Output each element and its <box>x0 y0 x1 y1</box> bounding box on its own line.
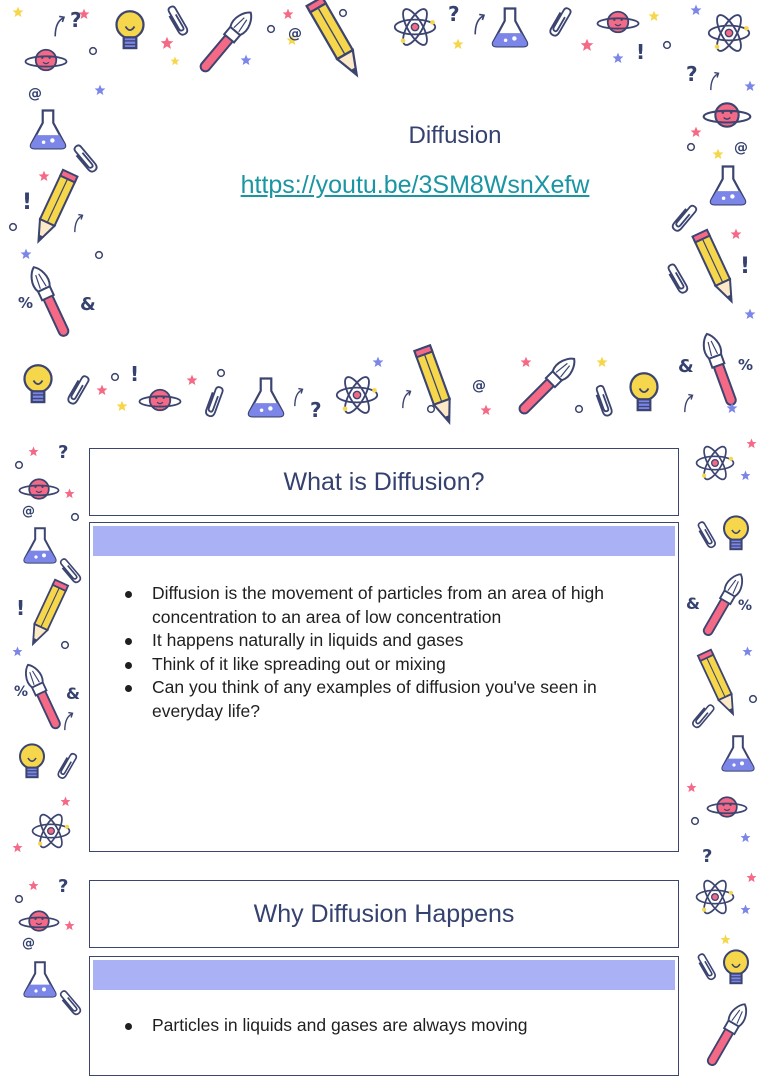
star-icon <box>742 646 753 657</box>
flask-icon <box>706 162 750 208</box>
flask-icon <box>488 4 532 50</box>
star-icon <box>720 934 731 945</box>
star-icon <box>744 80 756 92</box>
percent-icon: % <box>738 356 754 374</box>
star-icon <box>116 400 128 412</box>
ring-icon <box>686 142 696 152</box>
paperclip-icon <box>665 198 702 237</box>
lightbulb-icon <box>720 946 752 990</box>
star-icon <box>60 796 71 807</box>
percent-icon: % <box>14 684 29 700</box>
at-sign-icon: @ <box>734 140 748 156</box>
star-icon <box>740 904 751 915</box>
paintbrush-icon <box>186 0 265 84</box>
star-icon <box>28 446 39 457</box>
planet-icon <box>18 474 60 504</box>
atom-icon <box>392 4 438 50</box>
exclamation-icon: ! <box>636 40 646 64</box>
bullet-list <box>90 1014 678 1038</box>
planet-icon <box>24 44 68 76</box>
ring-icon <box>14 460 24 470</box>
arrow-icon <box>52 14 68 38</box>
planet-icon <box>18 906 60 936</box>
star-icon <box>96 384 108 396</box>
exclamation-icon: ! <box>16 596 26 620</box>
atom-icon <box>694 442 736 484</box>
ring-icon <box>690 816 700 826</box>
arrow-icon <box>682 392 696 414</box>
star-icon <box>12 842 23 853</box>
ring-icon <box>662 40 672 50</box>
ampersand-icon: & <box>678 356 694 377</box>
list-item: It happens naturally in liquids and gases <box>152 629 648 653</box>
flask-icon <box>20 524 60 566</box>
star-icon <box>726 402 738 414</box>
star-icon <box>686 782 697 793</box>
bullet-list <box>90 582 678 723</box>
question-mark-icon: ? <box>702 846 713 867</box>
planet-icon <box>138 384 182 416</box>
at-sign-icon: @ <box>288 26 302 42</box>
lightbulb-icon <box>16 740 48 784</box>
star-icon <box>596 356 608 368</box>
flask-icon <box>20 958 60 1000</box>
star-icon <box>746 438 757 449</box>
star-icon <box>730 228 742 240</box>
paperclip-icon <box>686 699 719 734</box>
lightbulb-icon <box>20 360 56 410</box>
paperclip-icon <box>691 518 721 554</box>
star-icon <box>648 10 660 22</box>
question-mark-icon: ? <box>58 442 69 463</box>
question-mark-icon: ? <box>448 2 460 26</box>
star-icon <box>744 308 756 320</box>
arrow-icon <box>62 710 76 732</box>
exclamation-icon: ! <box>22 190 33 215</box>
star-icon <box>20 248 32 260</box>
lightbulb-icon <box>112 6 148 56</box>
planet-icon <box>596 6 640 38</box>
star-icon <box>186 374 198 386</box>
arrow-icon <box>400 388 414 410</box>
star-icon <box>12 646 23 657</box>
percent-icon: % <box>18 294 34 312</box>
star-icon <box>240 54 252 66</box>
ampersand-icon: & <box>66 684 80 703</box>
ring-icon <box>748 694 758 704</box>
star-icon <box>520 356 532 368</box>
planet-icon <box>706 792 748 822</box>
planet-icon <box>702 98 752 132</box>
star-icon <box>160 36 174 50</box>
at-sign-icon: @ <box>22 936 35 951</box>
question-mark-icon: ? <box>686 62 698 86</box>
list-item: Particles in liquids and gases are always moving <box>152 1014 648 1038</box>
list-item: Can you think of any examples of diffusion you've seen in everyday life? <box>152 676 648 723</box>
star-icon <box>580 38 594 52</box>
slide-title: Diffusion <box>408 122 502 149</box>
star-icon <box>746 872 757 883</box>
ampersand-icon: & <box>80 294 96 315</box>
ring-icon <box>574 404 584 414</box>
star-icon <box>740 832 751 843</box>
paperclip-icon <box>51 748 81 784</box>
arrow-icon <box>72 212 86 234</box>
paperclip-icon <box>54 987 87 1022</box>
star-icon <box>282 8 294 20</box>
flask-icon <box>26 106 70 152</box>
content-header-bar <box>93 960 675 990</box>
at-sign-icon: @ <box>28 86 42 102</box>
ampersand-icon: & <box>686 594 700 613</box>
flask-icon <box>244 374 288 420</box>
at-sign-icon: @ <box>22 504 35 519</box>
section-heading-what-is-diffusion: What is Diffusion? <box>89 448 679 516</box>
star-icon <box>452 38 464 50</box>
atom-icon <box>706 10 752 56</box>
ring-icon <box>14 894 24 904</box>
star-icon <box>712 148 724 160</box>
star-icon <box>372 356 384 368</box>
ring-icon <box>110 372 120 382</box>
star-icon <box>64 488 75 499</box>
question-mark-icon: ? <box>70 8 82 32</box>
paperclip-icon <box>691 950 721 986</box>
star-icon <box>690 4 702 16</box>
ring-icon <box>60 640 70 650</box>
arrow-icon <box>708 70 722 92</box>
arrow-icon <box>292 386 306 408</box>
star-icon <box>12 6 24 18</box>
paperclip-icon <box>198 382 227 422</box>
ring-icon <box>338 8 348 18</box>
star-icon <box>94 84 106 96</box>
star-icon <box>480 404 492 416</box>
ring-icon <box>266 24 276 34</box>
paintbrush-icon <box>507 346 588 427</box>
exclamation-icon: ! <box>740 254 751 279</box>
question-mark-icon: ? <box>58 876 69 897</box>
star-icon <box>690 126 702 138</box>
star-icon <box>740 470 751 481</box>
lightbulb-icon <box>720 512 752 556</box>
star-icon <box>170 56 180 66</box>
content-box-what-is-diffusion <box>89 522 679 852</box>
lightbulb-icon <box>626 368 662 418</box>
paperclip-icon <box>660 260 694 300</box>
atom-icon <box>30 810 72 852</box>
paperclip-icon <box>542 2 576 42</box>
video-link[interactable]: https://youtu.be/3SM8WsnXefw <box>240 171 590 199</box>
content-box-why-diffusion-happens <box>89 956 679 1076</box>
question-mark-icon: ? <box>310 398 322 422</box>
paperclip-icon <box>588 382 617 422</box>
section-heading-why-diffusion-happens: Why Diffusion Happens <box>89 880 679 948</box>
percent-icon: % <box>738 598 753 614</box>
ring-icon <box>8 222 18 232</box>
ring-icon <box>216 368 226 378</box>
ring-icon <box>70 512 80 522</box>
pencil-icon <box>405 340 468 431</box>
atom-icon <box>334 372 380 418</box>
arrow-icon <box>472 12 488 36</box>
ring-icon <box>88 46 98 56</box>
list-item: Diffusion is the movement of particles from an area of high concentration to an area of low concentration <box>152 582 648 629</box>
star-icon <box>28 880 39 891</box>
paintbrush-icon <box>696 995 759 1074</box>
star-icon <box>38 170 50 182</box>
star-icon <box>612 52 624 64</box>
paperclip-icon <box>60 370 94 410</box>
ring-icon <box>426 404 436 414</box>
ring-icon <box>94 250 104 260</box>
content-header-bar <box>93 526 675 556</box>
list-item: Think of it like spreading out or mixing <box>152 653 648 677</box>
at-sign-icon: @ <box>472 378 486 394</box>
star-icon <box>64 920 75 931</box>
atom-icon <box>694 876 736 918</box>
exclamation-icon: ! <box>130 362 140 386</box>
flask-icon <box>718 732 758 774</box>
pencil-icon <box>298 0 374 87</box>
